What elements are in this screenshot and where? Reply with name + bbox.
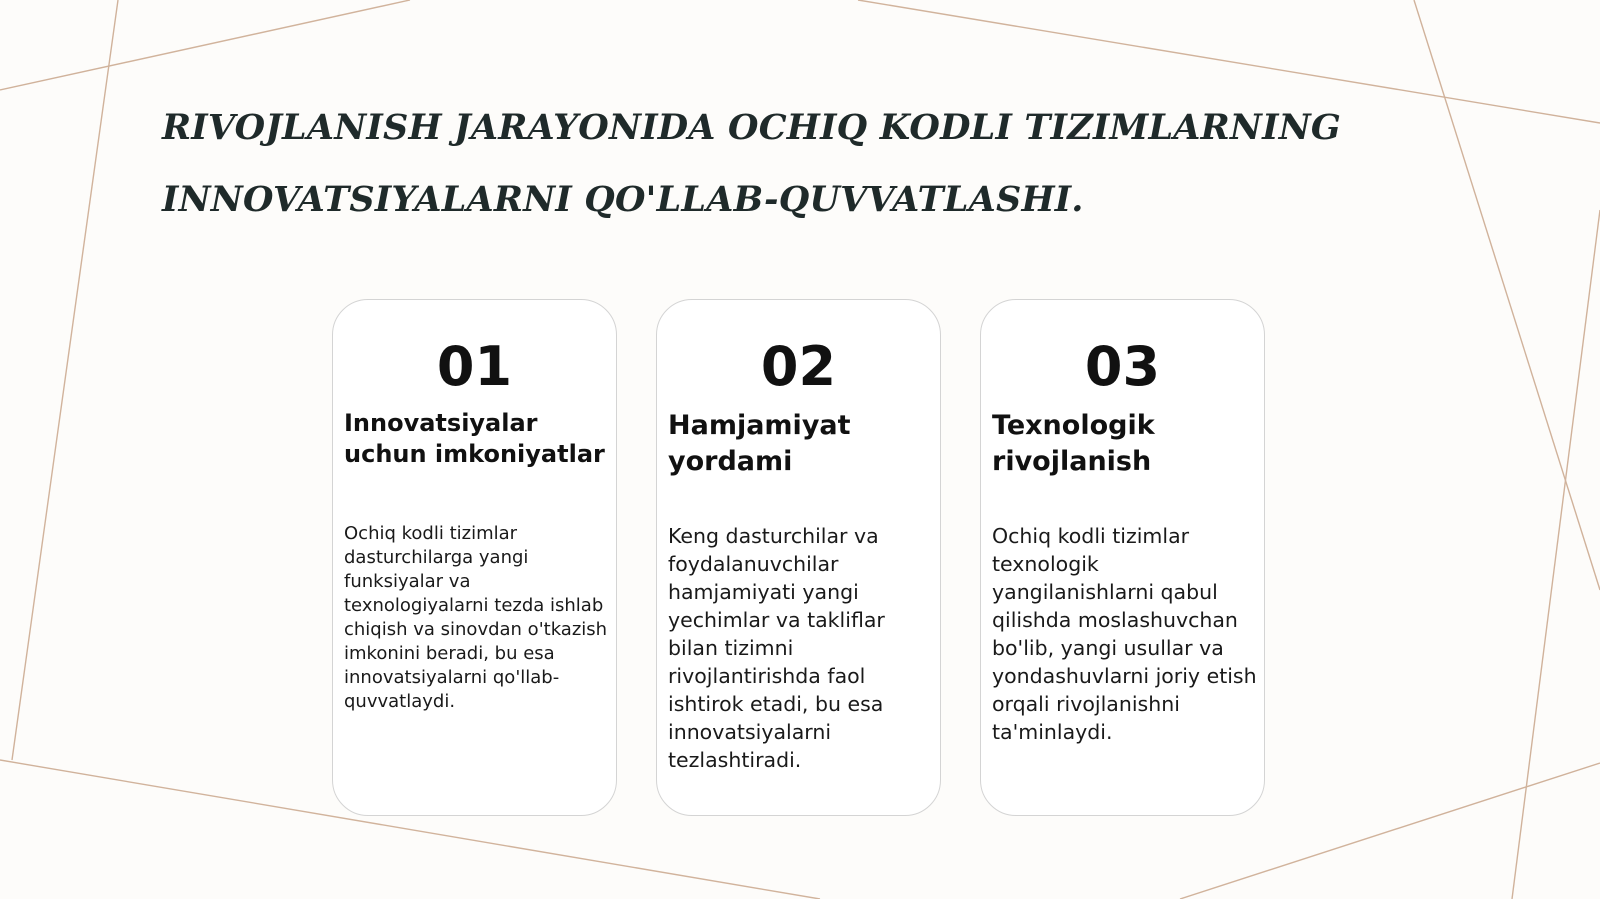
- card-community-support: [656, 299, 941, 816]
- deco-line: [0, 0, 410, 90]
- slide-title: RIVOJLANISH JARAYONIDA OCHIQ KODLI TIZIMLARNING INNOVATSIYALARNI QO'LLAB-QUVVATLASHI.: [162, 107, 1341, 220]
- card-heading: Texnologik rivojlanish: [992, 410, 1155, 477]
- card-number: 02: [760, 335, 837, 398]
- deco-line: [1512, 210, 1600, 899]
- card-innovation-opportunities: [332, 299, 617, 816]
- deco-line: [12, 0, 118, 760]
- card-technological-development: [980, 299, 1265, 816]
- card-heading: Innovatsiyalar uchun imkoniyatlar: [344, 409, 605, 468]
- card-body: Keng dasturchilar va foydalanuvchilar hamjamiyati yangi yechimlar va takliflar bilan tizimni rivojlantirishda faol ishtirok etadi, bu esa innovatsiyalarni tezlashtiradi.: [668, 524, 885, 772]
- card-body: Ochiq kodli tizimlar texnologik yangilanishlarni qabul qilishda moslashuvchan bo'lib, yangi usullar va yondashuvlarni joriy etish orqali rivojlanishni ta'minlaydi.: [992, 524, 1257, 744]
- card-body: Ochiq kodli tizimlar dasturchilarga yangi funksiyalar va texnologiyalarni tezda ishlab chiqish va sinovdan o'tkazish imkonini beradi, bu esa innovatsiyalarni qo'llab-quvvatlaydi.: [344, 523, 608, 712]
- card-heading: Hamjamiyat yordami: [668, 410, 851, 477]
- card-number: 03: [1084, 335, 1161, 398]
- card-number: 01: [436, 335, 513, 398]
- deco-line: [1414, 0, 1600, 590]
